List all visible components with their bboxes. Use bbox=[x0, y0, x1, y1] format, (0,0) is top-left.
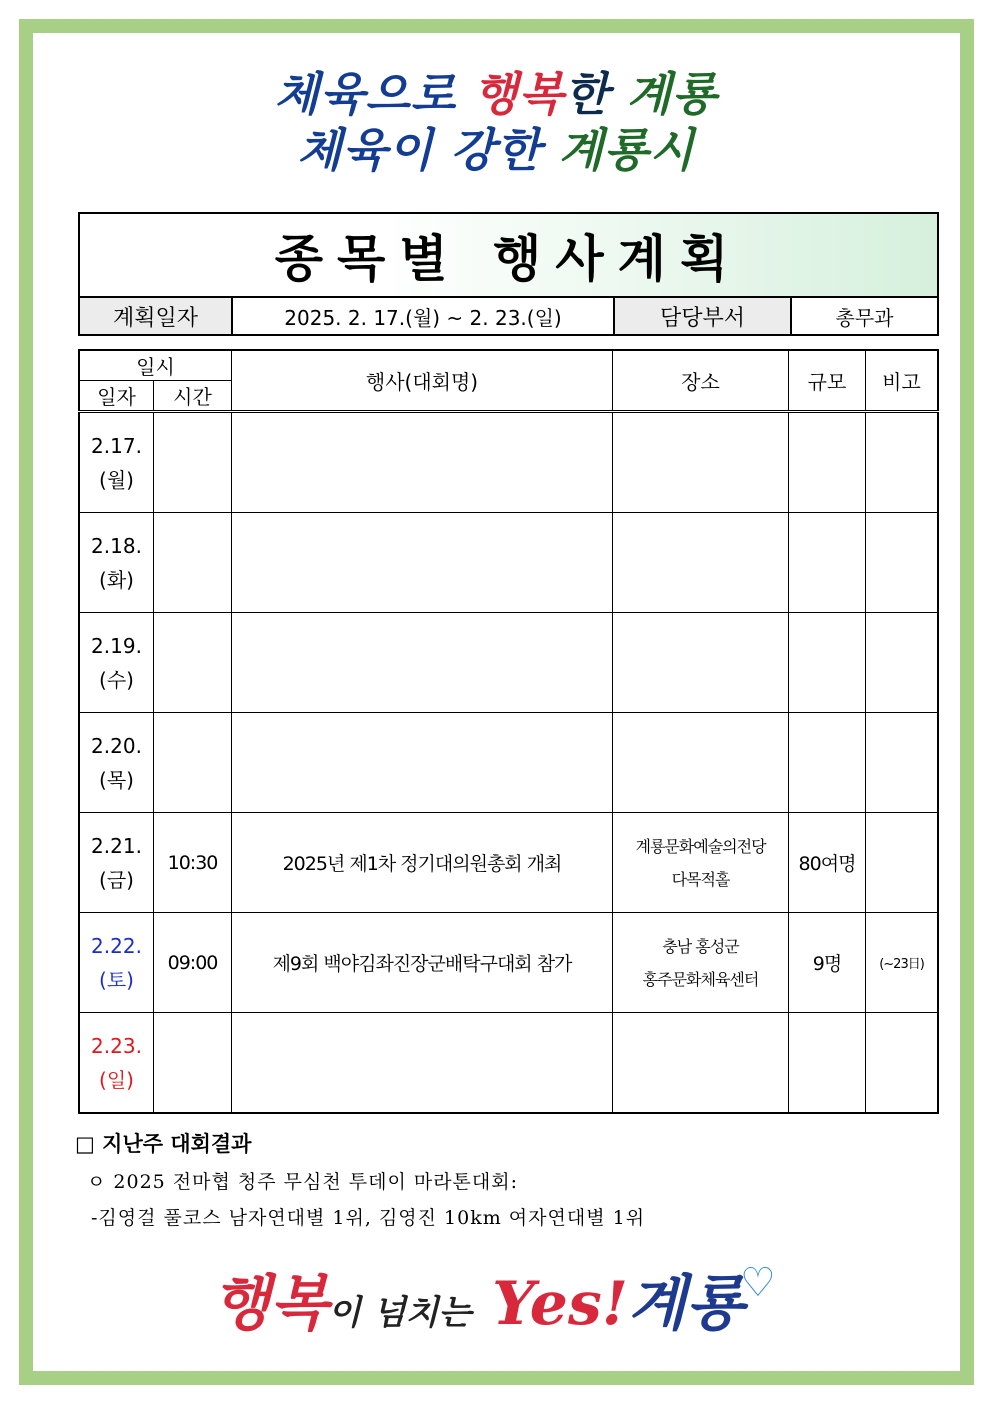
table-row bbox=[79, 913, 938, 1013]
row-event bbox=[232, 613, 613, 713]
plan-date-value: 2025. 2. 17.(월) ~ 2. 23.(일) bbox=[232, 297, 614, 335]
row-time bbox=[154, 1013, 232, 1114]
row-time bbox=[154, 412, 232, 513]
header-place: 장소 bbox=[613, 350, 789, 412]
slogan-2-a: 체육이 강한 bbox=[297, 123, 559, 177]
row-place bbox=[613, 513, 789, 613]
table-row bbox=[79, 513, 938, 613]
dept-value: 총무과 bbox=[791, 297, 938, 335]
row-scale bbox=[789, 713, 866, 813]
schedule-table bbox=[78, 349, 939, 1114]
row-date: 2.17. (월) bbox=[79, 412, 154, 513]
table-row bbox=[79, 813, 938, 913]
slogan-1-c: 한 bbox=[564, 67, 627, 121]
row-time bbox=[154, 713, 232, 813]
row-date: 2.18. (화) bbox=[79, 513, 154, 613]
row-scale bbox=[789, 412, 866, 513]
bottom-slogan-yes: Yes! bbox=[492, 1269, 629, 1339]
bottom-slogan-gyeryong: 계룡 bbox=[628, 1269, 744, 1339]
results-heading: □ 지난주 대회결과 bbox=[75, 1132, 252, 1156]
table-row bbox=[79, 412, 938, 513]
dept-label: 담당부서 bbox=[614, 297, 791, 335]
row-event bbox=[232, 412, 613, 513]
row-event: 2025년 제1차 정기대의원총회 개최 bbox=[232, 813, 613, 913]
header-note: 비고 bbox=[866, 350, 939, 412]
row-date: 2.19. (수) bbox=[79, 613, 154, 713]
slogan-1-b: 행복 bbox=[473, 67, 565, 121]
header-time: 시간 bbox=[154, 381, 232, 412]
row-scale bbox=[789, 1013, 866, 1114]
slogan-2-b: 계룡시 bbox=[558, 123, 695, 177]
row-date: 2.23. (일) bbox=[79, 1013, 154, 1114]
row-date: 2.20. (목) bbox=[79, 713, 154, 813]
header-date: 일자 bbox=[79, 381, 154, 412]
slogan-1-a: 체육으로 bbox=[274, 67, 474, 121]
table-row bbox=[79, 713, 938, 813]
row-date: 2.21. (금) bbox=[79, 813, 154, 913]
heart-icon: ♡ bbox=[740, 1259, 776, 1306]
bottom-slogan-happy: 행복 bbox=[212, 1269, 329, 1339]
results-line-1: ㅇ 2025 전마협 청주 무심천 투데이 마라톤대회: bbox=[87, 1171, 519, 1193]
title-table bbox=[78, 212, 939, 336]
slogan-1-d: 계룡 bbox=[626, 67, 718, 121]
row-time: 10:30 bbox=[154, 813, 232, 913]
row-note bbox=[866, 1013, 939, 1114]
row-event: 제9회 백야김좌진장군배탁구대회 참가 bbox=[232, 913, 613, 1013]
slogan-line-2 bbox=[0, 114, 992, 180]
header-event: 행사(대회명) bbox=[232, 350, 613, 412]
row-place bbox=[613, 613, 789, 713]
row-note bbox=[866, 713, 939, 813]
plan-date-label: 계획일자 bbox=[79, 297, 232, 335]
row-place: 계룡문화예술의전당 다목적홀 bbox=[613, 813, 789, 913]
header-datetime: 일시 bbox=[79, 350, 232, 381]
row-time bbox=[154, 513, 232, 613]
results-line-2: -김영걸 풀코스 남자연대별 1위, 김영진 10km 여자연대별 1위 bbox=[91, 1207, 646, 1229]
bottom-slogan bbox=[0, 1256, 992, 1342]
row-scale: 80여명 bbox=[789, 813, 866, 913]
row-note bbox=[866, 412, 939, 513]
row-event bbox=[232, 513, 613, 613]
row-place bbox=[613, 713, 789, 813]
row-note bbox=[866, 813, 939, 913]
table-row bbox=[79, 613, 938, 713]
row-place bbox=[613, 1013, 789, 1114]
row-time bbox=[154, 613, 232, 713]
row-note bbox=[866, 613, 939, 713]
row-scale bbox=[789, 513, 866, 613]
row-scale bbox=[789, 613, 866, 713]
header-scale: 규모 bbox=[789, 350, 866, 412]
row-place: 충남 홍성군 홍주문화체육센터 bbox=[613, 913, 789, 1013]
row-event bbox=[232, 713, 613, 813]
row-note bbox=[866, 513, 939, 613]
row-event bbox=[232, 1013, 613, 1114]
page-title: 종목별 행사계획 bbox=[79, 213, 938, 297]
row-note: (~23日) bbox=[866, 913, 939, 1013]
bottom-slogan-overflow: 이 넘치는 bbox=[328, 1293, 472, 1333]
table-row bbox=[79, 1013, 938, 1114]
row-date: 2.22. (토) bbox=[79, 913, 154, 1013]
row-place bbox=[613, 412, 789, 513]
row-time: 09:00 bbox=[154, 913, 232, 1013]
row-scale: 9명 bbox=[789, 913, 866, 1013]
last-week-results bbox=[75, 1128, 645, 1230]
